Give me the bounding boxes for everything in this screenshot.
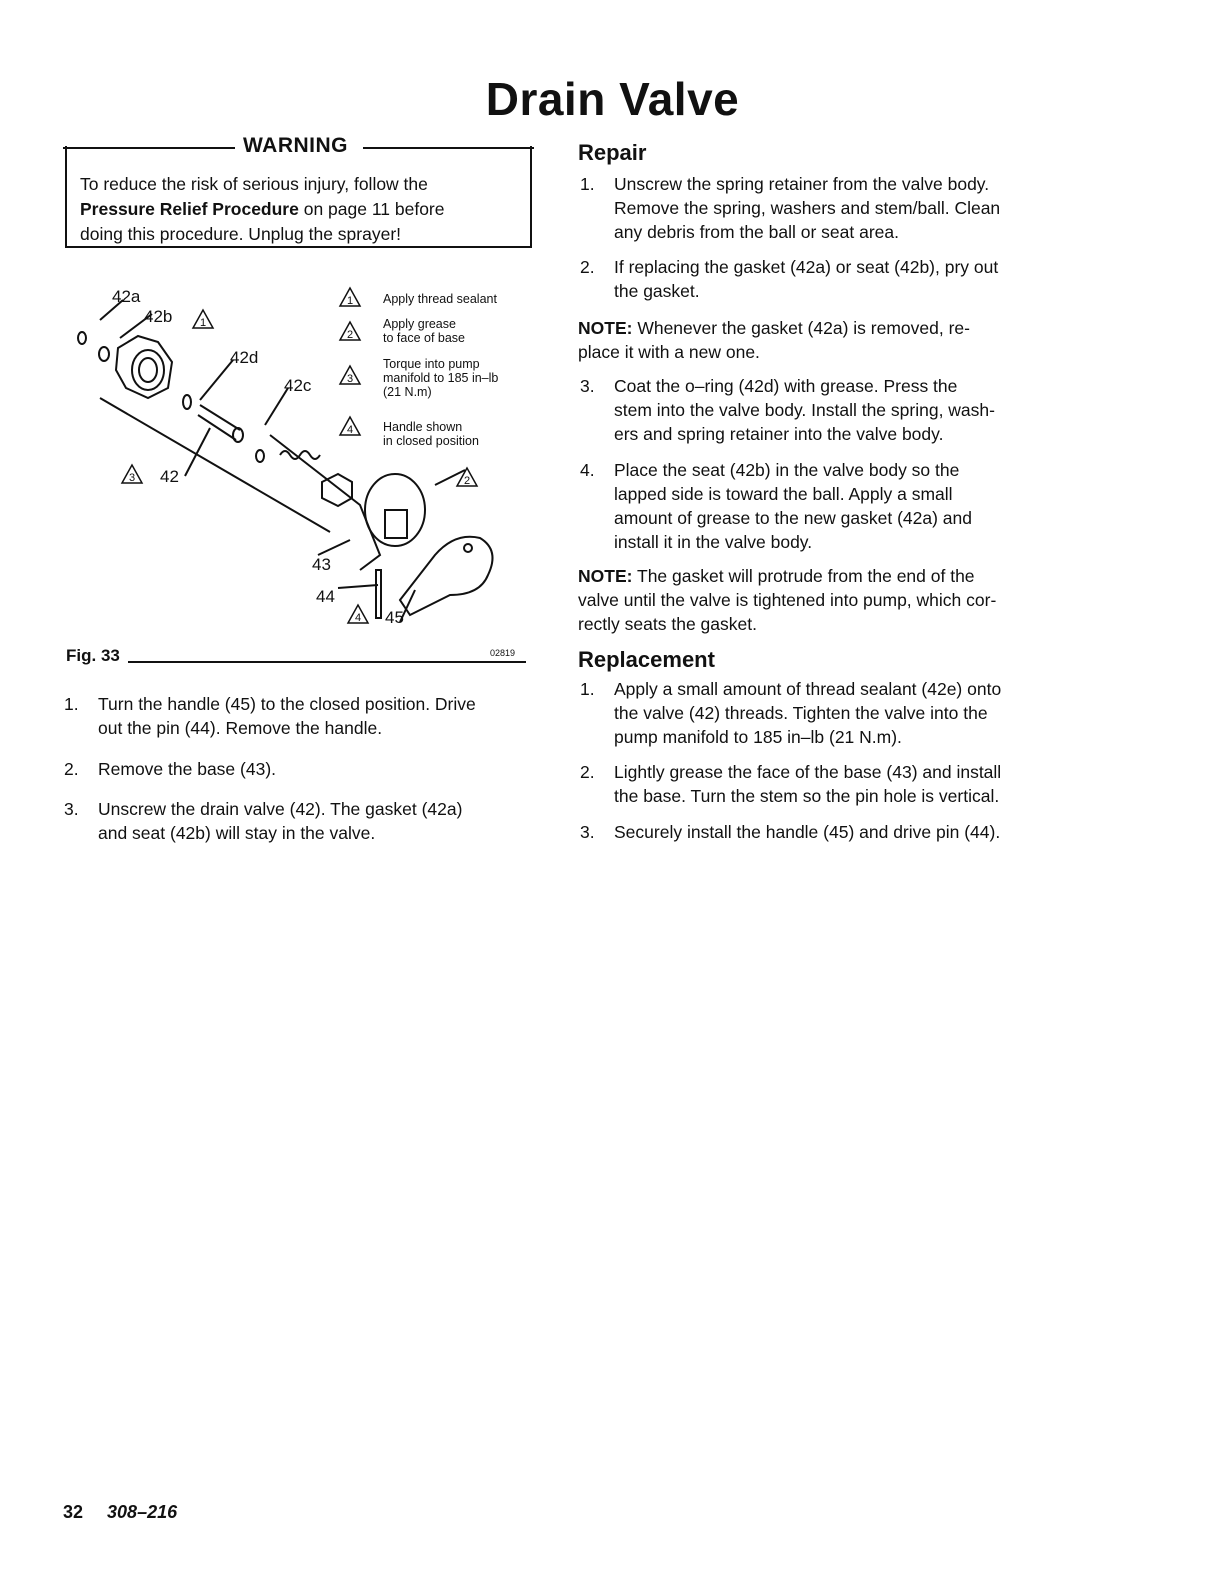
leader-42 [185,428,210,476]
removal-step-1-number: 1. [64,694,79,714]
legend-1-text: Apply thread sealant [383,292,497,306]
replacement-step-3-number: 3. [580,822,595,842]
warning-procedure-name: Pressure Relief Procedure [80,199,299,219]
warning-text [80,172,520,247]
figure-code: 02819 [490,648,516,658]
legend-3-line2: manifold to 185 in–lb [383,371,499,385]
repair-step-1-line-1: Unscrew the spring retainer from the valve body. [614,174,990,194]
part-label-43: 43 [312,555,331,574]
repair-step-3-line-1: Coat the o–ring (42d) with grease. Press the [614,376,958,396]
repair-note-2-line-1 [578,564,1048,588]
oring-42d-shape [183,395,191,409]
base-43-slot [385,510,407,538]
document-number: 308–216 [107,1502,178,1522]
repair-step-4-line-3: amount of grease to the new gasket (42a) and [614,508,973,528]
handle-pivot [464,544,472,552]
figure-33-drain-valve-diagram [60,270,530,670]
repair-step-4-line-1: Place the seat (42b) in the valve body so the [614,460,960,480]
warning-rule-right [363,147,534,149]
part-label-42d: 42d [230,348,259,367]
legend-3-line3: (21 N.m) [383,385,432,399]
repair-note-2-line-2: valve until the valve is tightened into pump, which cor- [578,590,997,610]
repair-step-2-number: 2. [580,257,595,277]
page-title: Drain Valve [485,73,740,125]
repair-note-2 [578,564,1048,636]
removal-step-2-number: 2. [64,759,79,779]
replacement-heading: Replacement [578,647,715,672]
repair-note-1-label: NOTE: [578,318,633,338]
repair-note-1-line-1 [578,316,1048,340]
repair-step-2-line-2: the gasket. [614,281,700,301]
removal-step-2-text [98,757,276,781]
repair-step-4-line-4: install it in the valve body. [614,532,813,552]
replacement-step-1-text [614,677,1001,749]
replacement-step-3-text [614,820,1000,844]
repair-heading: Repair [578,140,647,165]
removal-step-2-line-1: Remove the base (43). [98,759,277,779]
stem-end [233,428,243,442]
leader-44 [338,585,378,588]
legend-1-num: 1 [346,295,354,307]
marker-2-num: 2 [463,475,471,487]
removal-step-3-number: 3. [64,799,79,819]
repair-step-1-line-3: any debris from the ball or seat area. [614,222,900,242]
removal-step-1-text [98,692,476,740]
part-label-45: 45 [385,608,404,627]
page-footer [63,1502,177,1523]
repair-step-1-number: 1. [580,174,595,194]
repair-step-2-line-1: If replacing the gasket (42a) or seat (42b), pry out [614,257,999,277]
removal-step-3-line-2: and seat (42b) will stay in the valve. [98,823,376,843]
warning-rule-left [63,147,235,149]
repair-step-3-text [614,374,995,446]
replacement-step-2-number: 2. [580,762,595,782]
pin-44-shape [376,570,381,618]
washer-42a-shape [78,332,86,344]
warning-line-2 [80,197,520,222]
replacement-step-2-text [614,760,1001,808]
legend-2-num: 2 [346,329,354,341]
handle-45-shape [400,537,493,615]
repair-step-4-number: 4. [580,460,595,480]
replacement-step-1-number: 1. [580,679,595,699]
repair-note-2-label: NOTE: [578,566,633,586]
repair-note-1 [578,316,1048,364]
repair-step-3-line-2: stem into the valve body. Install the spring, wash- [614,400,995,420]
replacement-step-1-line-1: Apply a small amount of thread sealant (42e) onto [614,679,1002,699]
figure-rule [128,661,526,663]
marker-1-num: 1 [199,317,207,329]
washer-42b-shape [99,347,109,361]
valve-body-bore [132,350,164,390]
repair-step-2-text [614,255,998,303]
replacement-step-3-line-1: Securely install the handle (45) and drive pin (44). [614,822,1001,842]
warning-heading: WARNING [243,134,348,157]
repair-step-4-line-2: lapped side is toward the ball. Apply a small [614,484,953,504]
repair-note-2-line-3: rectly seats the gasket. [578,614,757,634]
repair-step-3-number: 3. [580,376,595,396]
legend-4-line2: in closed position [383,434,479,448]
legend-2-line1: Apply grease [383,317,456,331]
repair-note-2-text: The gasket will protrude from the end of the [632,566,975,586]
leader-42d [200,360,233,400]
washer-shape [256,450,264,462]
page-number: 32 [63,1502,84,1522]
legend-3-line1: Torque into pump [383,357,480,371]
replacement-step-2-line-1: Lightly grease the face of the base (43) and install [614,762,1002,782]
legend-4-line1: Handle shown [383,420,463,434]
valve-body-inner [139,358,157,382]
repair-note-1-text: Whenever the gasket (42a) is removed, re- [632,318,970,338]
replacement-step-2-line-2: the base. Turn the stem so the pin hole is vertical. [614,786,1000,806]
legend-2-line2: to face of base [383,331,466,345]
repair-note-1-line-2: place it with a new one. [578,342,760,362]
marker-3-num: 3 [128,472,136,484]
marker-4-num: 4 [354,612,362,624]
repair-step-1-text [614,172,1000,244]
part-label-42c: 42c [284,376,312,395]
removal-step-1-line-1: Turn the handle (45) to the closed position. Drive [98,694,476,714]
part-label-42a: 42a [112,287,141,306]
figure-label: Fig. 33 [66,646,120,665]
leader-43 [318,540,350,555]
repair-step-4-text [614,458,972,554]
part-label-42: 42 [160,467,179,486]
legend-3-num: 3 [346,373,354,385]
exploded-axis-line-2 [270,435,380,570]
spring-retainer-shape [322,474,352,506]
removal-step-1-line-2: out the pin (44). Remove the handle. [98,718,383,738]
repair-step-3-line-3: ers and spring retainer into the valve body. [614,424,944,444]
replacement-step-1-line-3: pump manifold to 185 in–lb (21 N.m). [614,727,902,747]
warning-line-1: To reduce the risk of serious injury, follow the [80,174,428,194]
leader-legend2 [435,470,465,485]
part-label-44: 44 [316,587,335,606]
part-label-42b: 42b [144,307,173,326]
warning-line-2-rest: on page 11 before [298,199,445,219]
warning-header [63,134,534,160]
warning-line-3: doing this procedure. Unplug the sprayer! [80,224,402,244]
removal-step-3-line-1: Unscrew the drain valve (42). The gasket (42a) [98,799,463,819]
repair-step-1-line-2: Remove the spring, washers and stem/ball. Clean [614,198,1001,218]
removal-step-3-text [98,797,462,845]
exploded-axis-line [100,398,330,532]
replacement-step-1-line-2: the valve (42) threads. Tighten the valve into the [614,703,988,723]
legend-4-num: 4 [346,424,354,436]
